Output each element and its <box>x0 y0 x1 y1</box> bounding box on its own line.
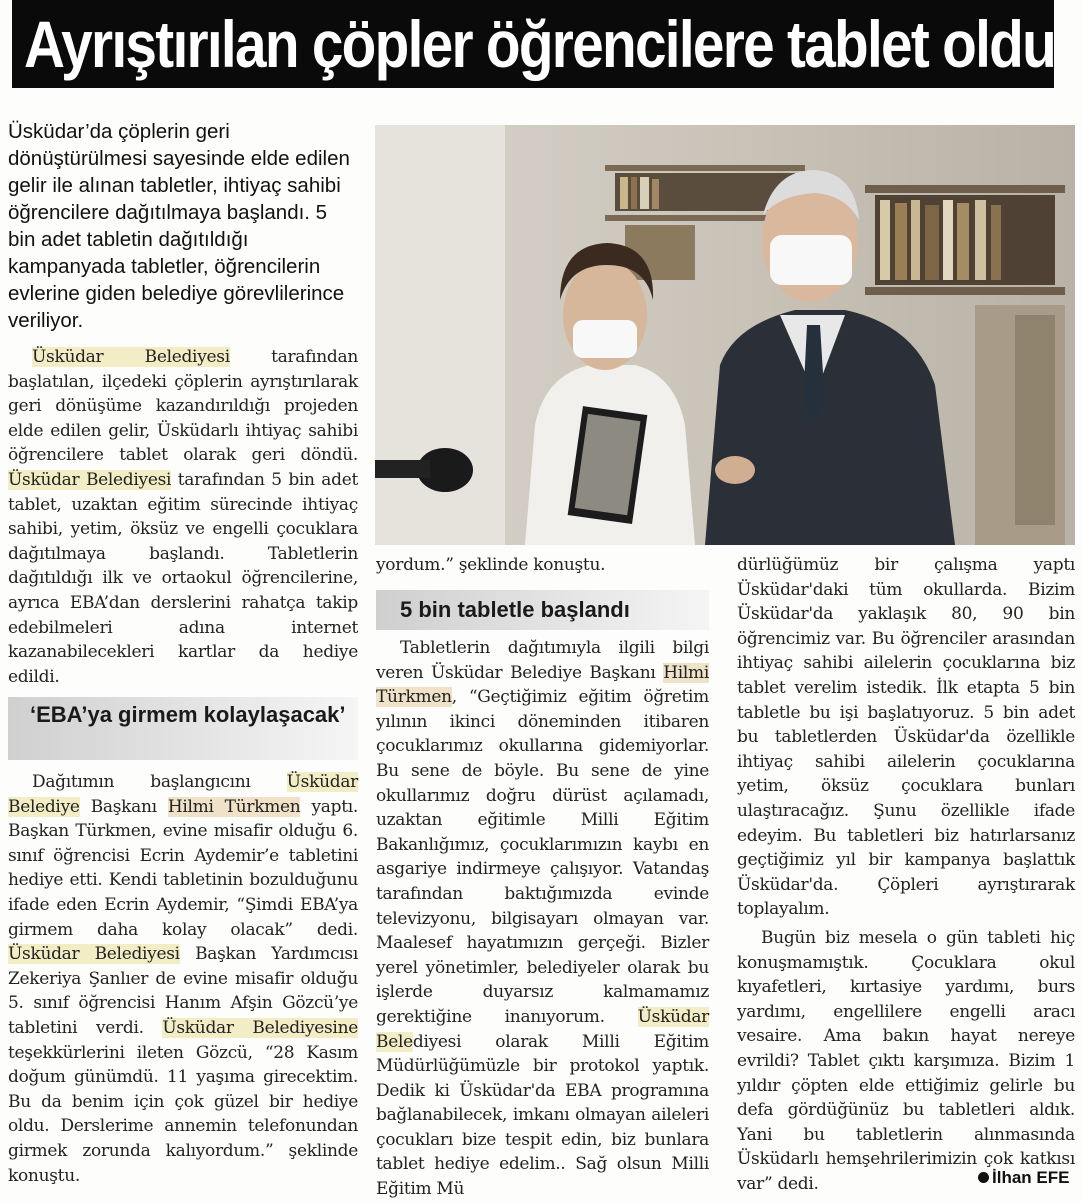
column-2-body <box>376 636 709 1200</box>
column-1-body-2 <box>8 770 358 1195</box>
lead-paragraph: Üsküdar’da çöplerin geri dönüştürülmesi sayesinde elde edilen gelir ile alınan tabletler, ihtiyaç sahibi öğrencilere dağıtılmaya başlandı. 5 bin adet tabletin dağıtıldığı kampanyada tabletler, öğrencilerin evlerine giden belediye görevlilerince veriliyor. <box>8 120 350 332</box>
photo-illustration <box>375 125 1075 545</box>
paragraph: Bugün biz mesela o gün tableti hiç konuşmamıştık. Çocuklara okul kıyafetleri, kırtasiye yardımı, burs yardımı, engellilere engelli aracı vesaire. Ama bakın hayat nereye evrildi? Tablet çıktı karşımıza. Bizim 1 yıldır çöpten elde ettiğimiz gelirle bu defa gördüğünüz bu tabletleri aldık. Yani bu tabletlerin alınmasında Üsküdarlı hemşehrilerimizin çok katkısı var” dedi. <box>737 928 1075 1194</box>
bullet-icon <box>978 1172 989 1183</box>
paragraph: Dağıtımın başlangıcını Üsküdar Belediye Başkanı Hilmi Türkmen yaptı. Başkan Türkmen, evine misafir olduğu 6. sınıf öğrencisi Ecrin Aydemir’e tabletini hediye etti. Kendi tabletinin bozulduğunu ifade eden Ecrin Aydemir, “Şimdi EBA’ya girmem daha kolay olacak” dedi. Üsküdar Belediyesi Başkan Yardımcısı Zekeriya Şanlıer de evine misafir olduğu 5. sınıf öğrencisi Hanım Afşin Gözcü’ye tabletini verdi. Üsküdar Belediyesine teşekkürlerini ileten Gözcü, “28 Kasım doğum günümdü. 11 yaşıma girecektim. Bu da benim için çok güzel bir hediye oldu. Derslerime annemin telefonundan girmek zorunda kalıyordum.” şeklinde konuştu. <box>8 772 358 1186</box>
subhead-5-bin: 5 bin tabletle başlandı <box>376 590 709 630</box>
paragraph: dürlüğümüz bir çalışma yaptı Üsküdar'daki tüm okullarda. Bizim Üsküdar'da yaklaşık 80, 90 bin öğrencimiz var. Bu öğrenciler arasından ihtiyaç sahibi ailelerin çocuklarına biz tablet verelim istedik. İlk etapta 5 bin tabletle bu işi başlatıyoruz. 5 bin adet bu tabletlerden Üsküdar'da özellikle ihtiyaç sahibi ailelerin çocuklarına yetim, öksüz çocuklara bunları ulaştıracağız. Şunu özellikle ifade edeyim. Bu tabletleri biz hatırlarsanız geçtiğimiz yıl bir kampanya başlattık Üsküdar'da. Çöpleri ayrıştırarak toplayalım. <box>737 555 1075 920</box>
byline: İlhan EFE <box>978 1168 1069 1188</box>
subhead-eba: ‘EBA’ya girmem kolaylaşacak’ <box>8 697 358 760</box>
paragraph: Tabletlerin dağıtımıyla ilgili bilgi veren Üsküdar Belediye Başkanı Hilmi Türkmen, “Geçtiğimiz eğitim öğretim yılının ikinci döneminden itibaren çocuklarımız okullarına gidemiyorlar. Bu sene de böyle. Bu sene de yine okullarımız doğru dürüst açılamadı, uzaktan eğitimle Milli Eğitim Bakanlığımız, çocuklarımızın kaybı en asgariye indirmeye çalışıyor. Vatandaş tarafından baktığımızda evinde televizyonu, bilgisayarı olmayan var. Maalesef hayatımızın gerçeği. Bizler yerel yönetimler, belediyeler olarak bu işlerde duyarsız kalmamamız gerektiğine inanıyorum. Üsküdar Belediyesi olarak Milli Eğitim Müdürlüğümüzle bir protokol yaptık. Dedik ki Üsküdar'da EBA programına bağlanabilecek, imkanı olmayan aileleri çocukları bize tespit edin, biz bunlara tablet hediye edelim.. Sağ olsun Milli Eğitim Mü <box>376 638 709 1200</box>
paragraph: Üsküdar Belediyesi tarafından başlatılan, ilçedeki çöplerin ayrıştırılarak geri dönüşüme kazandırıldığı projeden elde edilen gelir, Üsküdarlı ihtiyaç sahibi öğrencilere tablet olarak geri döndü. Üsküdar Belediyesi tarafından 5 bin adet tablet, uzaktan eğitim sürecinde ihtiyaç sahibi, yetim, öksüz ve engelli çocuklara dağıtılmaya başlandı. Tabletlerin dağıtıldığı ilk ve ortaokul öğrencilerine, ayrıca EBA’dan derslerini rahatça takip edebilmeleri adına internet kazanabilecekleri kartlar da hediye edildi. <box>8 347 358 687</box>
column-3-body <box>737 553 1075 926</box>
column-2-top: yordum.” şeklinde konuştu. <box>376 555 606 575</box>
headline: Ayrıştırılan çöpler öğrencilere tablet oldu <box>24 7 1056 81</box>
column-1-body <box>8 345 358 685</box>
article-photo <box>375 125 1075 545</box>
